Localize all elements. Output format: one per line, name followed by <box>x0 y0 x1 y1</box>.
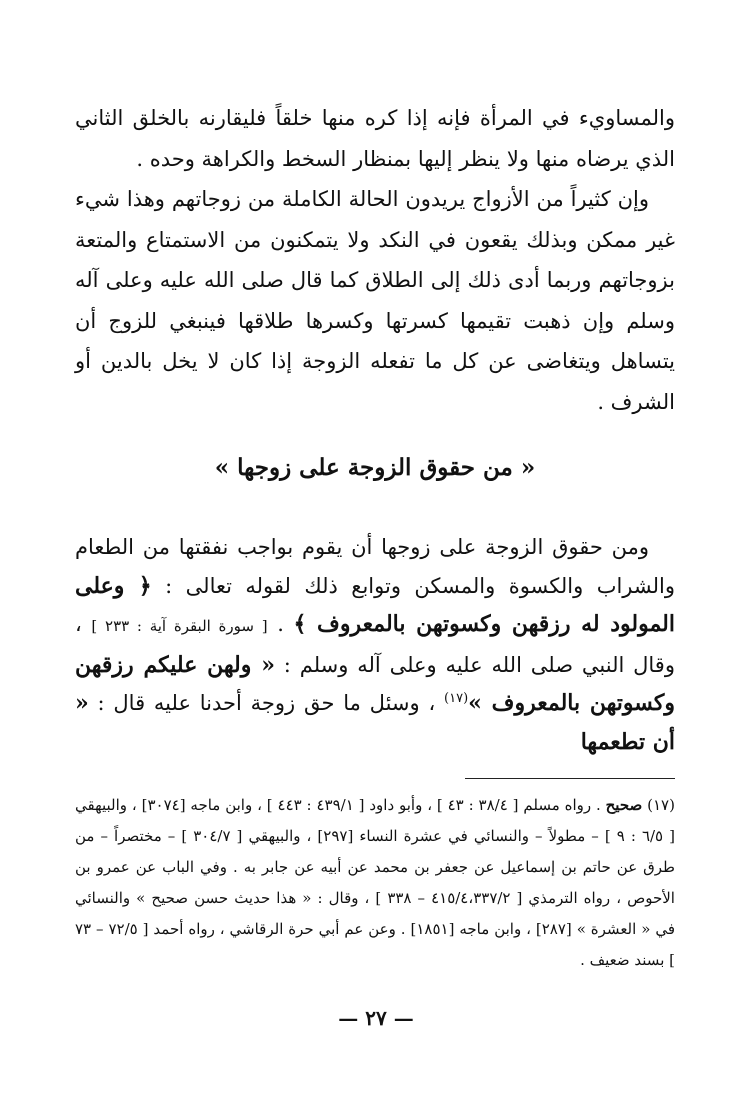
page-number: — ٢٧ — <box>338 1006 414 1030</box>
footnote-paragraph <box>75 790 675 976</box>
footnote-number: (١٧) <box>647 796 675 814</box>
quran-reference: [ سورة البقرة آية : ٢٣٣ ] <box>91 617 268 635</box>
section-text <box>75 528 675 761</box>
footnote-grade: صحيح <box>605 796 643 814</box>
section-heading: « من حقوق الزوجة على زوجها » <box>214 454 536 481</box>
hadith-quote-1: « ولهن عليكم رزقهن وكسوتهن بالمعروف » <box>75 651 675 716</box>
section-text-part-2: . <box>267 612 294 636</box>
section-paragraph <box>75 528 675 761</box>
quran-verse: ﴿ وعلى المولود له رزقهن وكسوتهن بالمعروف ﴾ <box>75 572 675 637</box>
footnote-marker: (١٧) <box>444 691 469 706</box>
section-text-part-3: ، وقال النبي صلى الله عليه وعلى آله وسلم : <box>75 612 675 677</box>
footnote-separator <box>465 778 675 779</box>
footnote-text: . رواه مسلم [ ٣٨/٤ : ٤٣ ] ، وأبو داود [ ٤٣٩/١ : ٤٤٣ ] ، وابن ماجه [٣٠٧٤] ، والبيهقي [ ٦/٥ : ٩ ] – مطولاً – والنسائي في عشرة النساء [٢٩٧] ، والبيهقي [ ٣٠٤/٧ ] – مختصراً – من طرق عن حاتم بن إسماعيل عن جعفر بن محمد عن أبيه عن جابر به . وفي الباب عن عمرو بن الأحوص ، رواه الترمذي [ ٤١٥/٤،٣٣٧/٢ – ٣٣٨ ] ، وقال : « هذا حديث حسن صحيح » والنسائي في « العشرة » [٢٨٧] ، وابن ماجه [١٨٥١] . وعن عم أبي حرة الرقاشي ، رواه أحمد [ ٧٢/٥ – ٧٣ ] بسند ضعيف . <box>75 796 676 969</box>
section-text-part-1: ومن حقوق الزوجة على زوجها أن يقوم بواجب نفقتها من الطعام والشراب والكسوة والمسكن وتوابع ذلك لقوله تعالى : <box>75 535 676 598</box>
paragraph-2: وإن كثيراً من الأزواج يريدون الحالة الكاملة من زوجاتهم وهذا شيء غير ممكن وبذلك يقعون في النكد ولا يتمكنون من الاستمتاع والمتعة بزوجاتهم وربما أدى ذلك إلى الطلاق كما قال صلى الله عليه وعلى آله وسلم وإن ذهبت تقيمها كسرتها وكسرها طلاقها فينبغي للزوج أن يتساهل ويتغاضى عن كل ما تفعله الزوجة إذا كان لا يخل بالدين أو الشرف . <box>75 187 675 414</box>
hadith-quote-2: « أن تطعمها <box>75 690 675 755</box>
body-text <box>75 98 675 422</box>
section-text-part-4: ، وسئل ما حق زوجة أحدنا عليه قال : <box>88 691 445 715</box>
paragraph-1: والمساويء في المرأة فإنه إذا كره منها خلقاً فليقارنه بالخلق الثاني الذي يرضاه منها ولا ينظر إليها بمنظار السخط والكراهة وحده . <box>75 106 675 171</box>
footnote <box>75 790 675 976</box>
